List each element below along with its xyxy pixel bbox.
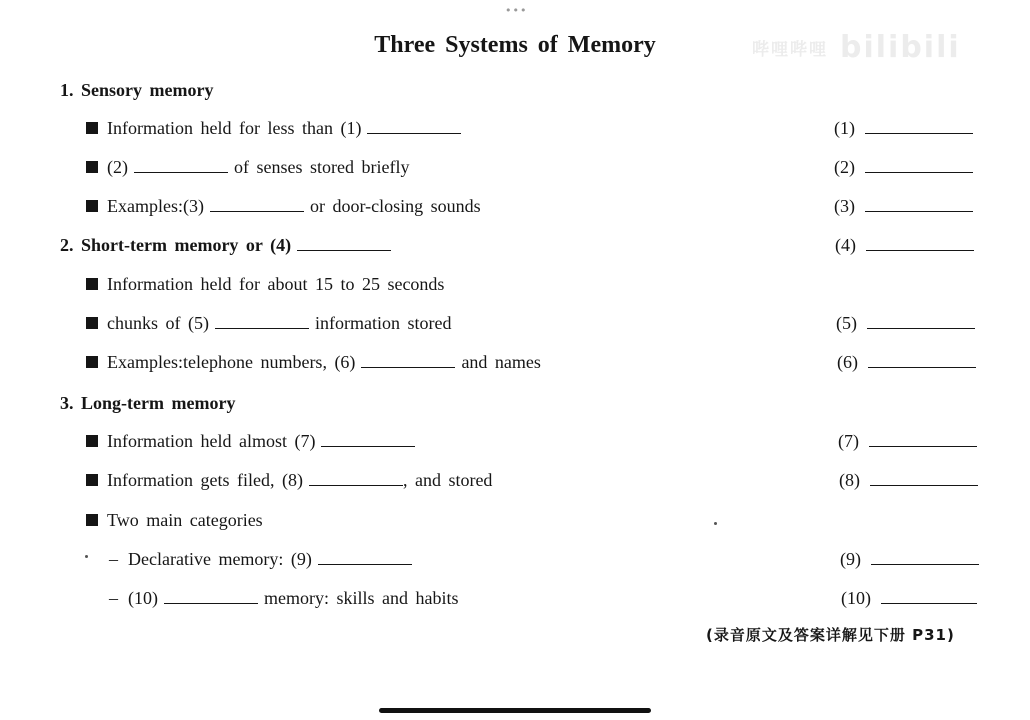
- bullet-icon: [86, 317, 98, 329]
- item-text-after: memory: skills and habits: [264, 588, 459, 608]
- fill-blank-9: [318, 549, 412, 565]
- list-item: [86, 508, 263, 532]
- answer-blank: [871, 549, 979, 565]
- list-item: [86, 311, 451, 335]
- item-text: Examples:(3): [107, 196, 204, 216]
- sub-list-item: [109, 586, 458, 610]
- item-text: Information gets filed, (8): [107, 470, 303, 490]
- sub-list-item: [109, 547, 418, 571]
- answer-line-10: [841, 586, 977, 610]
- fill-blank-8: [309, 470, 403, 486]
- section-heading-short-term: [60, 233, 397, 257]
- bullet-icon: [86, 474, 98, 486]
- fill-blank-5: [215, 313, 309, 329]
- answer-line-7: [838, 429, 977, 453]
- list-item: [86, 155, 409, 179]
- bullet-icon: [86, 200, 98, 212]
- fill-blank-4: [297, 235, 391, 251]
- answer-blank: [881, 588, 977, 604]
- bullet-icon: [86, 435, 98, 447]
- item-text: (2): [107, 157, 128, 177]
- bullet-icon: [86, 278, 98, 290]
- item-text: chunks of (5): [107, 313, 209, 333]
- home-indicator[interactable]: [379, 708, 651, 713]
- answer-reference-note: (录音原文及答案详解见下册 P31): [706, 626, 955, 644]
- watermark-text: 哔哩哔哩: [752, 40, 828, 60]
- item-text: Examples:telephone numbers, (6): [107, 352, 356, 372]
- answer-number: (3): [834, 196, 855, 216]
- item-text-after: and names: [461, 352, 541, 372]
- fill-blank-10: [164, 588, 258, 604]
- answer-blank: [865, 118, 973, 134]
- answer-line-5: [836, 311, 975, 335]
- dash: –: [109, 588, 118, 608]
- item-text-after: information stored: [314, 313, 452, 333]
- watermark-logo: bilibili: [840, 30, 961, 65]
- item-text: (10): [128, 588, 158, 608]
- answer-line-4: [835, 233, 974, 257]
- item-text: Two main categories: [107, 510, 263, 530]
- answer-number: (9): [840, 549, 861, 569]
- more-options-icon[interactable]: •••: [505, 4, 528, 17]
- item-text-after: of senses stored briefly: [234, 157, 410, 177]
- section-heading-sensory: 1. Sensory memory: [60, 80, 214, 100]
- answer-line-1: [834, 116, 973, 140]
- answer-number: (1): [834, 118, 855, 138]
- heading-text: 2. Short-term memory or (4): [60, 235, 292, 255]
- list-item: [86, 350, 541, 374]
- item-text-after: , and stored: [402, 470, 493, 490]
- answer-number: (7): [838, 431, 859, 451]
- item-text: Information held for less than (1): [107, 118, 362, 138]
- item-text-after: or door-closing sounds: [309, 196, 481, 216]
- section-heading-long-term: 3. Long-term memory: [60, 393, 236, 413]
- answer-blank: [868, 352, 976, 368]
- answer-blank: [865, 196, 973, 212]
- answer-number: (8): [839, 470, 860, 490]
- item-text: Declarative memory: (9): [128, 549, 312, 569]
- scan-speck: [85, 555, 88, 558]
- answer-blank: [869, 431, 977, 447]
- answer-number: (6): [837, 352, 858, 372]
- fill-blank-6: [361, 352, 455, 368]
- answer-blank: [866, 235, 974, 251]
- list-item: [86, 429, 421, 453]
- fill-blank-3: [210, 196, 304, 212]
- page-title: Three Systems of Memory: [374, 32, 656, 58]
- list-item: [86, 194, 481, 218]
- bullet-icon: [86, 356, 98, 368]
- dash: –: [109, 549, 118, 569]
- item-text: Information held almost (7): [107, 431, 316, 451]
- item-text: Information held for about 15 to 25 seconds: [107, 274, 445, 294]
- answer-line-3: [834, 194, 973, 218]
- bullet-icon: [86, 161, 98, 173]
- answer-number: (4): [835, 235, 856, 255]
- answer-line-2: [834, 155, 973, 179]
- bullet-icon: [86, 514, 98, 526]
- fill-blank-2: [134, 157, 228, 173]
- answer-number: (2): [834, 157, 855, 177]
- bullet-icon: [86, 122, 98, 134]
- list-item: [86, 116, 467, 140]
- answer-number: (10): [841, 588, 871, 608]
- list-item: [86, 272, 444, 296]
- scan-speck: [714, 522, 717, 525]
- answer-blank: [865, 157, 973, 173]
- answer-blank: [867, 313, 975, 329]
- answer-line-8: [839, 468, 978, 492]
- answer-line-9: [840, 547, 979, 571]
- answer-blank: [870, 470, 978, 486]
- answer-number: (5): [836, 313, 857, 333]
- answer-line-6: [837, 350, 976, 374]
- list-item: [86, 468, 492, 492]
- fill-blank-1: [367, 118, 461, 134]
- fill-blank-7: [321, 431, 415, 447]
